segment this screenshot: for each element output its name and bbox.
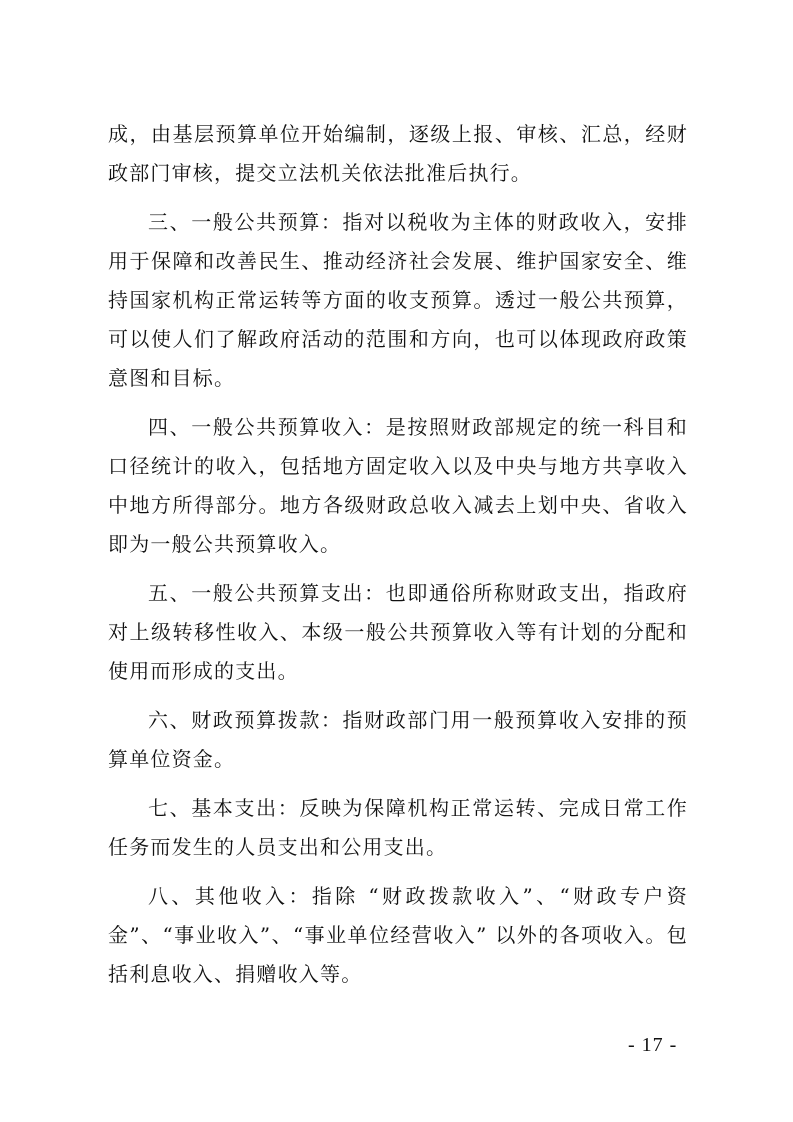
paragraph-continuation: 成，由基层预算单位开始编制，逐级上报、审核、汇总，经财政部门审核，提交立法机关依法批准后执行。 <box>108 122 688 185</box>
paragraph-other-income: 八、其他收入：指除 “财政拨款收入”、“财政专户资金”、“事业收入”、“事业单位经营收入” 以外的各项收入。包括利息收入、捐赠收入等。 <box>108 884 688 986</box>
paragraph-basic-expenditure: 七、基本支出：反映为保障机构正常运转、完成日常工作任务而发生的人员支出和公用支出。 <box>108 796 688 859</box>
paragraph-fiscal-appropriation: 六、财政预算拨款：指财政部门用一般预算收入安排的预算单位资金。 <box>108 708 688 771</box>
page-number: - 17 - <box>628 1034 678 1056</box>
paragraph-general-public-budget: 三、一般公共预算：指对以税收为主体的财政收入，安排用于保障和改善民生、推动经济社会发展、维护国家安全、维持国家机构正常运转等方面的收支预算。透过一般公共预算，可以使人们了解政府活动的范围和方向，也可以体现政府政策意图和目标。 <box>108 210 688 390</box>
paragraph-general-public-budget-revenue: 四、一般公共预算收入：是按照财政部规定的统一科目和口径统计的收入，包括地方固定收入以及中央与地方共享收入中地方所得部分。地方各级财政总收入减去上划中央、省收入即为一般公共预算收入。 <box>108 415 688 556</box>
paragraph-general-public-budget-expenditure: 五、一般公共预算支出：也即通俗所称财政支出，指政府对上级转移性收入、本级一般公共预算收入等有计划的分配和使用而形成的支出。 <box>108 581 688 683</box>
body-text <box>108 115 688 1004</box>
